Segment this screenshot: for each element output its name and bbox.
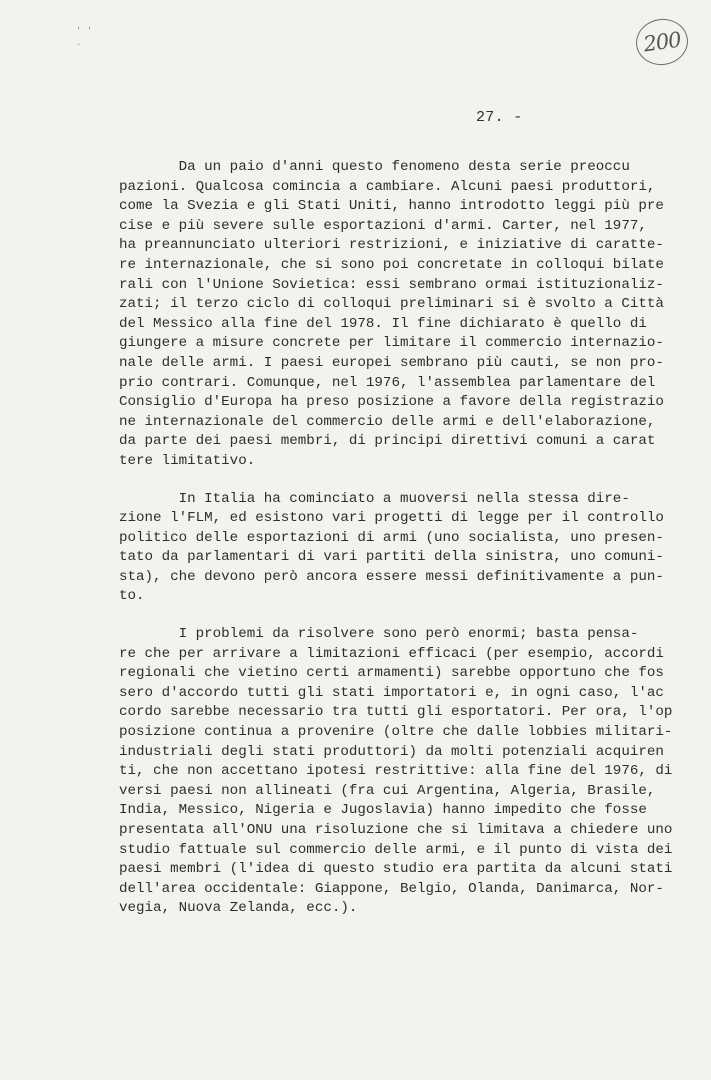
paragraph-gap xyxy=(119,472,679,490)
text-line: zati; il terzo ciclo di colloqui preliminari si è svolto a Città xyxy=(119,296,664,313)
text-line: regionali che vietino certi armamenti) sarebbe opportuno che fos xyxy=(119,665,664,682)
text-line: da parte dei paesi membri, di principi direttivi comuni a carat xyxy=(119,433,656,450)
text-line: Consiglio d'Europa ha preso posizione a favore della registrazio xyxy=(119,394,664,411)
text-line: zione l'FLM, ed esistono vari progetti di legge per il controllo xyxy=(119,510,664,527)
text-line: sta), che devono però ancora essere messi definitivamente a pun- xyxy=(119,568,664,585)
text-line: to. xyxy=(119,588,145,605)
text-line: studio fattuale sul commercio delle armi, e il punto di vista dei xyxy=(119,841,673,858)
text-line: politico delle esportazioni di armi (uno socialista, uno presen- xyxy=(119,529,664,546)
text-line: In Italia ha cominciato a muoversi nella stessa dire- xyxy=(119,490,630,507)
text-line: sero d'accordo tutti gli stati importatori e, in ogni caso, l'ac xyxy=(119,684,664,701)
text-line: re internazionale, che si sono poi concretate in colloqui bilate xyxy=(119,256,664,273)
text-line: come la Svezia e gli Stati Uniti, hanno introdotto leggi più pre xyxy=(119,198,664,215)
text-line: Da un paio d'anni questo fenomeno desta serie preoccu xyxy=(119,159,630,175)
text-line: ha preannunciato ulteriori restrizioni, e iniziative di caratte- xyxy=(119,237,664,254)
body-text xyxy=(119,158,679,919)
text-line: ti, che non accettano ipotesi restrittive: alla fine del 1976, di xyxy=(119,763,673,780)
text-line: industriali degli stati produttori) da molti potenziali acquiren xyxy=(119,743,664,760)
text-line: presentata all'ONU una risoluzione che si limitava a chiedere uno xyxy=(119,822,673,838)
text-line: India, Messico, Nigeria e Jugoslavia) hanno impedito che fosse xyxy=(119,802,647,819)
text-line: ne internazionale del commercio delle armi e dell'elaborazione, xyxy=(119,413,656,430)
page-number: 27. - xyxy=(476,109,523,126)
text-line: del Messico alla fine del 1978. Il fine dichiarato è quello di xyxy=(119,315,647,332)
text-line: rali con l'Unione Sovietica: essi sembrano ormai istituzionaliz- xyxy=(119,276,664,293)
text-line: pazioni. Qualcosa comincia a cambiare. Alcuni paesi produttori, xyxy=(119,178,656,195)
paragraph-1 xyxy=(119,158,679,472)
text-line: cise e più severe sulle esportazioni d'armi. Carter, nel 1977, xyxy=(119,217,647,234)
text-line: cordo sarebbe necessario tra tutti gli esportatori. Per ora, l'op xyxy=(119,704,673,721)
text-line: tato da parlamentari di vari partiti della sinistra, uno comuni- xyxy=(119,549,664,566)
text-line: nale delle armi. I paesi europei sembrano più cauti, se non pro- xyxy=(119,354,664,371)
text-line: vegia, Nuova Zelanda, ecc.). xyxy=(119,900,358,917)
text-line: tere limitativo. xyxy=(119,452,256,469)
text-line: re che per arrivare a limitazioni efficaci (per esempio, accordi xyxy=(119,645,664,662)
scan-specks: ' ' · xyxy=(76,26,93,50)
text-line: dell'area occidentale: Giappone, Belgio, Olanda, Danimarca, Nor- xyxy=(119,880,664,897)
paragraph-2 xyxy=(119,490,679,608)
text-line: prio contrari. Comunque, nel 1976, l'assemblea parlamentare del xyxy=(119,374,656,391)
paragraph-gap xyxy=(119,607,679,625)
paragraph-3 xyxy=(119,625,679,919)
archive-stamp: 200 xyxy=(633,16,691,69)
text-line: paesi membri (l'idea di questo studio era partita da alcuni stati xyxy=(119,861,673,878)
text-line: posizione continua a provenire (oltre che dalle lobbies militari- xyxy=(119,724,673,741)
text-line: versi paesi non allineati (fra cui Argentina, Algeria, Brasile, xyxy=(119,782,656,799)
text-line: I problemi da risolvere sono però enormi; basta pensa- xyxy=(119,626,639,643)
text-line: giungere a misure concrete per limitare il commercio internazio- xyxy=(119,335,664,352)
